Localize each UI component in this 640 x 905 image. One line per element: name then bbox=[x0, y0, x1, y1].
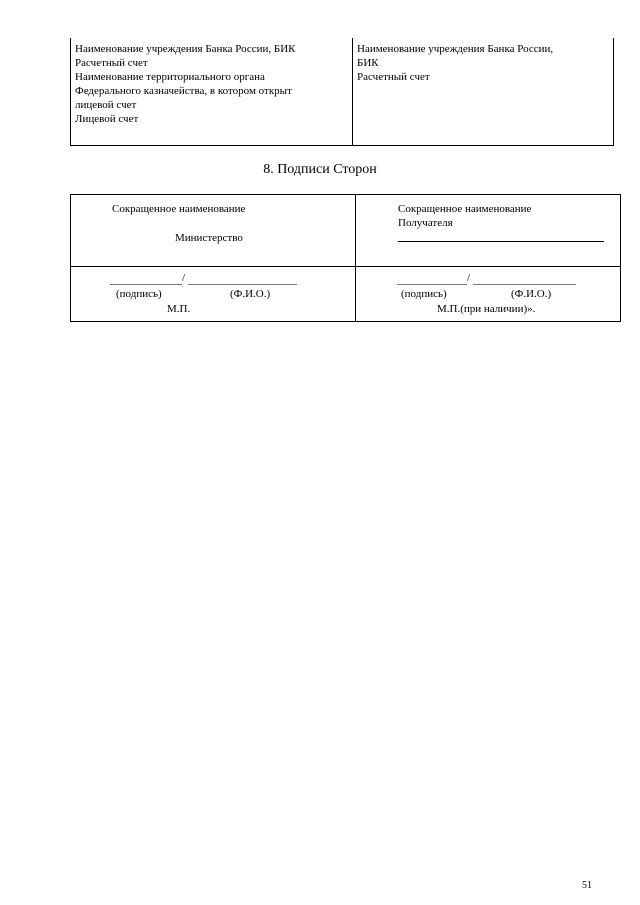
bank-details-line: Наименование учреждения Банка России, БИК bbox=[75, 43, 296, 55]
bank-details-line: Федерального казначейства, в котором открыт bbox=[75, 85, 292, 97]
left-slash: / bbox=[182, 272, 186, 284]
bank-details-table bbox=[70, 38, 614, 146]
signatures-table bbox=[70, 194, 621, 322]
bank-details-line: Расчетный счет bbox=[357, 71, 430, 83]
left-signature-line bbox=[110, 284, 182, 285]
right-signature-label: (подпись) bbox=[401, 288, 447, 300]
left-signature-label: (подпись) bbox=[116, 288, 162, 300]
page-number: 51 bbox=[582, 880, 592, 891]
bank-details-line: Наименование учреждения Банка России, bbox=[357, 43, 554, 55]
right-recipient-label: Получателя bbox=[398, 217, 453, 229]
left-fio-line bbox=[188, 284, 297, 285]
left-fio-label: (Ф.И.О.) bbox=[230, 288, 271, 300]
bank-details-line: лицевой счет bbox=[75, 99, 137, 111]
right-fio-line bbox=[473, 284, 576, 285]
right-signature-line bbox=[397, 284, 467, 285]
left-org-name: Министерство bbox=[175, 232, 243, 244]
bank-details-line: Лицевой счет bbox=[75, 113, 139, 125]
table-divider bbox=[355, 195, 356, 321]
bank-details-left-cell bbox=[75, 42, 347, 126]
bank-details-line: Расчетный счет bbox=[75, 57, 148, 69]
right-slash: / bbox=[467, 272, 471, 284]
bank-details-line: БИК bbox=[357, 57, 379, 69]
right-stamp-label: М.П.(при наличии)». bbox=[437, 303, 536, 315]
right-short-name-label: Сокращенное наименование bbox=[398, 203, 532, 215]
right-name-line bbox=[398, 241, 604, 242]
right-fio-label: (Ф.И.О.) bbox=[511, 288, 552, 300]
section-title: 8. Подписи Сторон bbox=[263, 162, 377, 177]
bank-details-right-cell bbox=[357, 42, 611, 84]
table-divider bbox=[352, 38, 353, 145]
bank-details-line: Наименование территориального органа bbox=[75, 71, 265, 83]
table-divider bbox=[71, 266, 620, 267]
left-short-name-label: Сокращенное наименование bbox=[112, 203, 246, 215]
left-stamp-label: М.П. bbox=[167, 303, 191, 315]
